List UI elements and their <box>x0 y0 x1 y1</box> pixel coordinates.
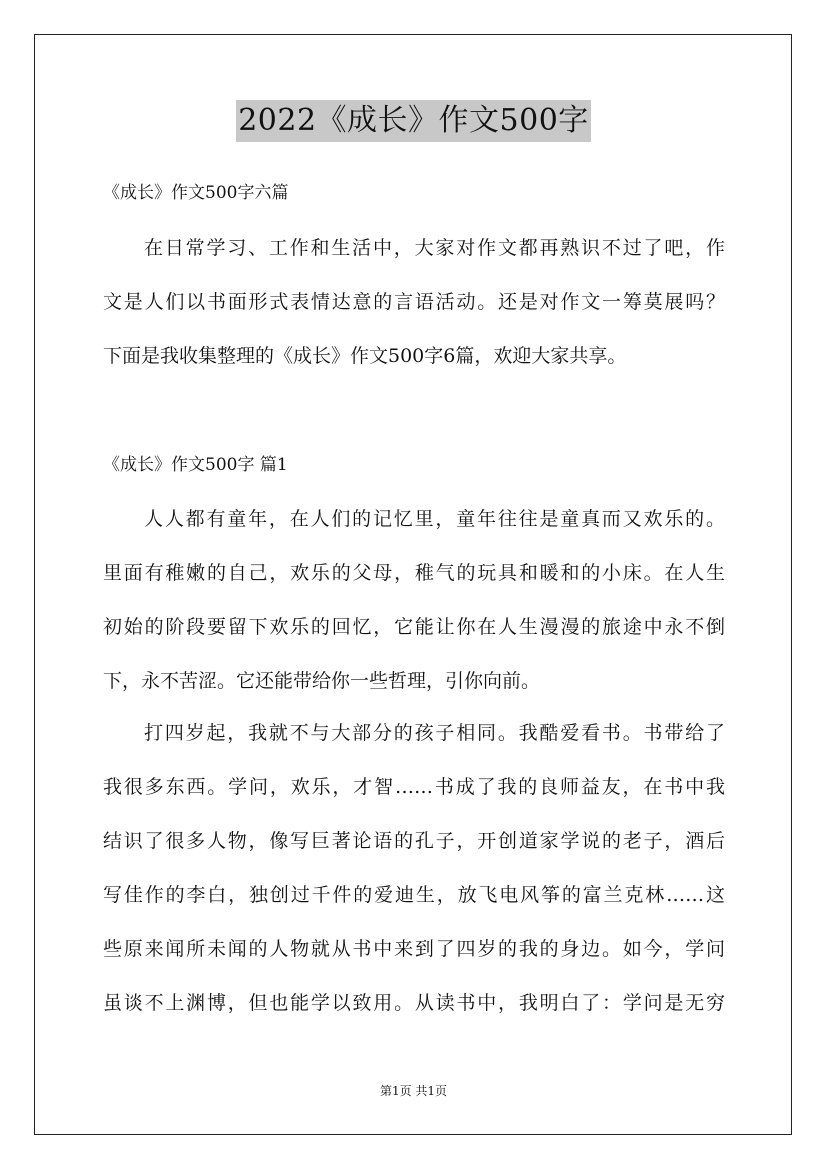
document-subtitle: 《成长》作文500字六篇 <box>103 183 289 203</box>
paragraph-line: 写佳作的李白，独创过千件的爱迪生，放飞电风筝的富兰克林……这 <box>103 884 725 906</box>
section-heading: 《成长》作文500字 篇1 <box>103 455 288 475</box>
section1-paragraph-2 <box>103 706 725 1030</box>
paragraph-line: 我很多东西。学问，欢乐，才智……书成了我的良师益友，在书中我 <box>103 776 725 798</box>
document-title: 2022《成长》作文500字 <box>236 100 591 142</box>
paragraph-line: 虽谈不上渊博，但也能学以致用。从读书中，我明白了：学问是无穷 <box>103 992 725 1014</box>
paragraph-line: 初始的阶段要留下欢乐的回忆，它能让你在人生漫漫的旅途中永不倒 <box>103 616 725 638</box>
paragraph-line: 人人都有童年，在人们的记忆里，童年往往是童真而又欢乐的。 <box>144 508 725 530</box>
paragraph-line: 打四岁起，我就不与大部分的孩子相同。我酷爱看书。书带给了 <box>144 722 725 744</box>
title-container <box>0 100 827 142</box>
section1-paragraph-1 <box>103 492 725 708</box>
intro-line: 在日常学习、工作和生活中，大家对作文都再熟识不过了吧，作 <box>144 237 725 259</box>
paragraph-line: 些原来闻所未闻的人物就从书中来到了四岁的我的身边。如今，学问 <box>103 938 725 960</box>
intro-line: 文是人们以书面形式表情达意的言语活动。还是对作文一筹莫展吗？ <box>103 291 725 313</box>
paragraph-line: 里面有稚嫩的自己，欢乐的父母，稚气的玩具和暖和的小床。在人生 <box>103 562 725 584</box>
paragraph-line: 下，永不苦涩。它还能带给你一些哲理，引你向前。 <box>103 670 541 692</box>
page-footer: 第1页 共1页 <box>379 1084 448 1098</box>
paragraph-line: 结识了很多人物，像写巨著论语的孔子，开创道家学说的老子，酒后 <box>103 830 725 852</box>
intro-paragraph <box>103 221 725 383</box>
intro-line: 下面是我收集整理的《成长》作文500字6篇，欢迎大家共享。 <box>103 345 627 367</box>
